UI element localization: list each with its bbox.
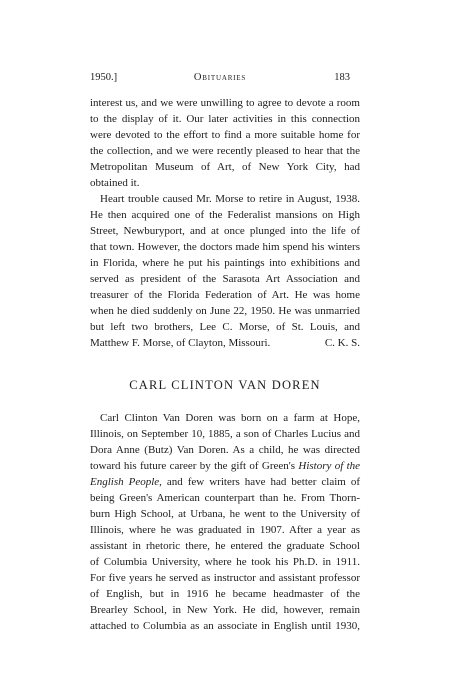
text-line: assistant in rhetoric there, he entered the graduate School [90,540,360,552]
closing-line-text: Matthew F. Morse, of Clayton, Missouri. [90,337,271,349]
text-line: Dora Anne (Butz) Van Doren. As a child, he was directed [90,444,360,456]
text-line: Illinois, on September 10, 1885, a son of Charles Lucius and [90,428,360,440]
text-line: but left two brothers, Lee C. Morse, of St. Louis, and [90,321,360,333]
text-line: interest us, and we were unwilling to agree to devote a room [90,97,360,109]
text-line: of Columbia University, where he took his Ph.D. in 1911. [90,556,360,568]
page-number: 183 [334,72,350,83]
text-line: to the display of it. Our later activities in this connection [90,113,360,125]
text-line: in Florida, where he put his paintings into exhibitions and [90,257,360,269]
text-line: Illinois, where he was graduated in 1907. After a year as [90,524,360,536]
text-line: that town. However, the doctors made him spend his winters [90,241,360,253]
text-line: Heart trouble caused Mr. Morse to retire in August, 1938. [100,193,360,205]
book-title-italic: History of the [298,460,361,472]
text-line: Brearley School, in New York. He did, however, remain [90,604,360,616]
text-line [90,474,360,490]
running-head-year: 1950.] [90,72,118,83]
text-line: He then acquired one of the Federalist mansions on High [90,209,360,221]
text-line: when he died suddenly on June 22, 1950. He was unmarried [90,305,360,317]
text-line: served as president of the Sarasota Art Association and [90,273,360,285]
text-line: being Green's American counterpart than he. From Thorn- [90,492,360,504]
text-line: the collection, and we were recently pleased to hear that the [90,145,360,157]
obituary-heading: CARL CLINTON VAN DOREN [129,378,321,392]
text-fragment: toward his future career by the gift of Green's [90,460,296,472]
text-line [90,458,360,474]
text-line: Metropolitan Museum of Art, of New York City, had [90,161,360,173]
text-line: For five years he served as instructor and assistant professor [90,572,360,584]
running-head [90,70,350,86]
text-fragment: , and few writers have had better claim of [159,476,360,488]
text-line: attached to Columbia as an associate in English until 1930, [90,620,360,632]
text-line: were devoted to the effort to find a more suitable home for [90,129,360,141]
text-line: Carl Clinton Van Doren was born on a farm at Hope, [100,412,360,424]
text-line: Street, Newburyport, and at once plunged into the life of [90,225,360,237]
running-head-section: Obituaries [193,72,247,83]
text-line: obtained it. [90,177,140,189]
text-line: of English, but in 1916 he became headmaster of the [90,588,360,600]
text-line: treasurer of the Florida Federation of Art. He was home [90,289,360,301]
book-title-italic: English People [90,476,160,488]
signature: C. K. S. [324,337,360,349]
text-line: burn High School, at Urbana, he went to the University of [90,508,360,520]
text-line [90,335,360,351]
